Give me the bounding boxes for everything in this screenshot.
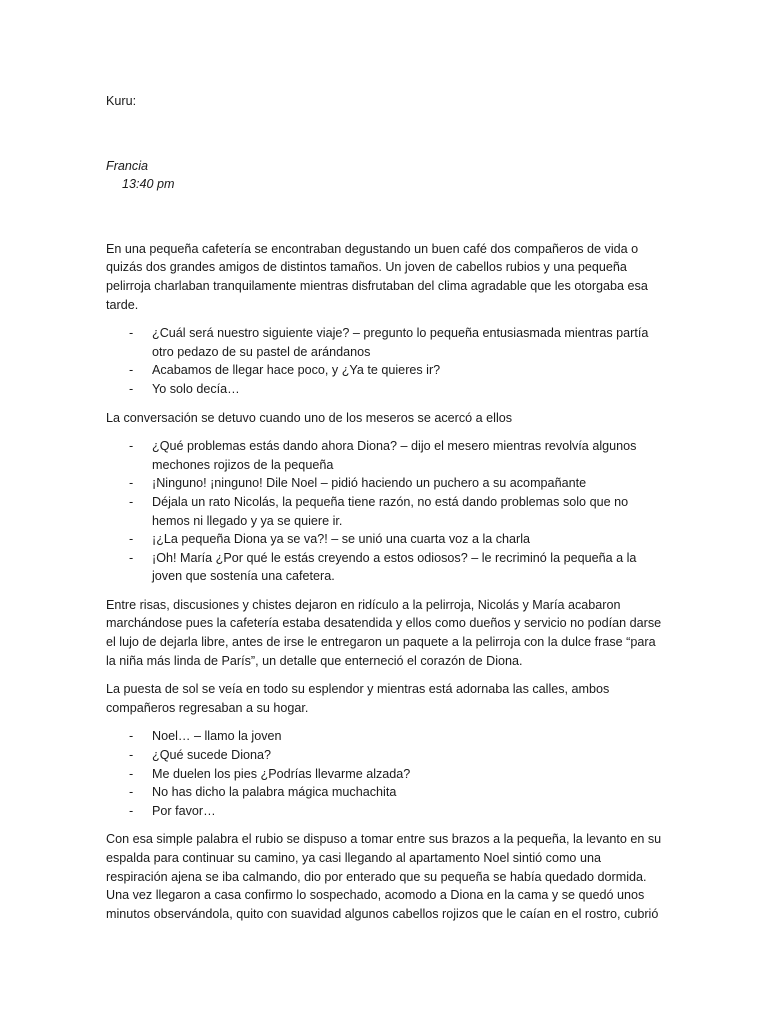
document-page <box>106 92 666 933</box>
dash-bullet: - <box>129 748 134 763</box>
dialogue-text: ¿Cuál será nuestro siguiente viaje? – pregunto lo pequeña entusiasmada mientras partía otro pedazo de su pastel de arándanos <box>152 326 649 359</box>
dash-bullet: - <box>129 363 134 378</box>
dialogue-line <box>106 802 666 821</box>
dash-bullet: - <box>129 476 134 491</box>
dialogue-text: ¡Oh! María ¿Por qué le estás creyendo a estos odiosos? – le recriminó la pequeña a la joven que sostenía una cafetera. <box>152 550 637 584</box>
dialogue-line <box>106 437 666 474</box>
dialogue-text: ¿Qué problemas estás dando ahora Diona? – dijo el mesero mientras revolvía algunos mechones rojizos de la pequeña <box>152 439 637 472</box>
dash-bullet: - <box>129 381 134 396</box>
dialogue-list-3 <box>106 727 666 820</box>
dialogue-line <box>106 380 666 399</box>
paragraph-2: La conversación se detuvo cuando uno de los meseros se acercó a ellos <box>106 410 513 425</box>
dash-bullet: - <box>129 532 134 547</box>
dialogue-line <box>106 324 666 361</box>
dialogue-line <box>106 474 666 493</box>
dialogue-line <box>106 765 666 784</box>
paragraph-1: En una pequeña cafetería se encontraban degustando un buen café dos compañeros de vida o quizás dos grandes amigos de distintos tamaños. Un joven de cabellos rubios y una pequeña pelirroja charlaban tranquilamente mientras disfrutaban del clima agradable que les otorgaba esa tarde. <box>106 241 648 312</box>
dialogue-text: ¡Ninguno! ¡ninguno! Dile Noel – pidió haciendo un puchero a su acompañante <box>152 476 587 491</box>
dialogue-line <box>106 361 666 380</box>
dash-bullet: - <box>129 550 134 565</box>
dash-bullet: - <box>129 803 134 818</box>
author-label: Kuru: <box>106 94 137 108</box>
dialogue-line <box>106 530 666 549</box>
dialogue-text: Déjala un rato Nicolás, la pequeña tiene razón, no está dando problemas solo que no hemos ni llegado y ya se quiere ir. <box>152 494 629 528</box>
dash-bullet: - <box>129 785 134 800</box>
dialogue-line <box>106 549 666 586</box>
dialogue-text: Me duelen los pies ¿Podrías llevarme alzada? <box>152 766 411 781</box>
dialogue-line <box>106 746 666 765</box>
dialogue-text: Yo solo decía… <box>152 381 240 396</box>
dialogue-list-2 <box>106 437 666 586</box>
dash-bullet: - <box>129 439 134 454</box>
dialogue-text: Por favor… <box>152 803 216 818</box>
dialogue-line <box>106 727 666 746</box>
dialogue-text: ¿Qué sucede Diona? <box>152 748 272 763</box>
paragraph-3: Entre risas, discusiones y chistes dejaron en ridículo a la pelirroja, Nicolás y María acabaron marchándose pues la cafetería estaba desatendida y ellos como dueños y servicio no podían darse el lujo de dejarla libre, antes de irse le entregaron un paquete a la pelirroja con la dulce frase “para la niña más linda de París”, un detalle que enterneció el corazón de Diona. <box>106 597 662 668</box>
dialogue-line <box>106 783 666 802</box>
dash-bullet: - <box>129 326 134 341</box>
time-label: 13:40 pm <box>122 177 175 192</box>
place-label: Francia <box>106 158 148 173</box>
paragraph-4: La puesta de sol se veía en todo su esplendor y mientras está adornaba las calles, ambos compañeros regresaban a su hogar. <box>106 682 610 715</box>
dialogue-text: No has dicho la palabra mágica muchachita <box>152 785 397 800</box>
dialogue-text: Noel… – llamo la joven <box>152 729 282 744</box>
dialogue-line <box>106 493 666 530</box>
dash-bullet: - <box>129 766 134 781</box>
dash-bullet: - <box>129 494 134 509</box>
dialogue-text: ¡¿La pequeña Diona ya se va?! – se unió una cuarta voz a la charla <box>152 532 531 547</box>
dialogue-text: Acabamos de llegar hace poco, y ¿Ya te quieres ir? <box>152 363 441 378</box>
paragraph-5: Con esa simple palabra el rubio se dispuso a tomar entre sus brazos a la pequeña, la levanto en su espalda para continuar su camino, ya casi llegando al apartamento Noel sintió como una respiración ajena se iba calmando, dio por enterado que su pequeña se había quedado dormida. Una vez llegaron a casa confirmo lo sospechado, acomodo a Diona en la cama y se quedó unos minutos observándola, quito con suavidad algunos cabellos rojizos que le caían en el rostro, cubrió <box>106 832 662 921</box>
dash-bullet: - <box>129 729 134 744</box>
dialogue-list-1 <box>106 324 666 398</box>
